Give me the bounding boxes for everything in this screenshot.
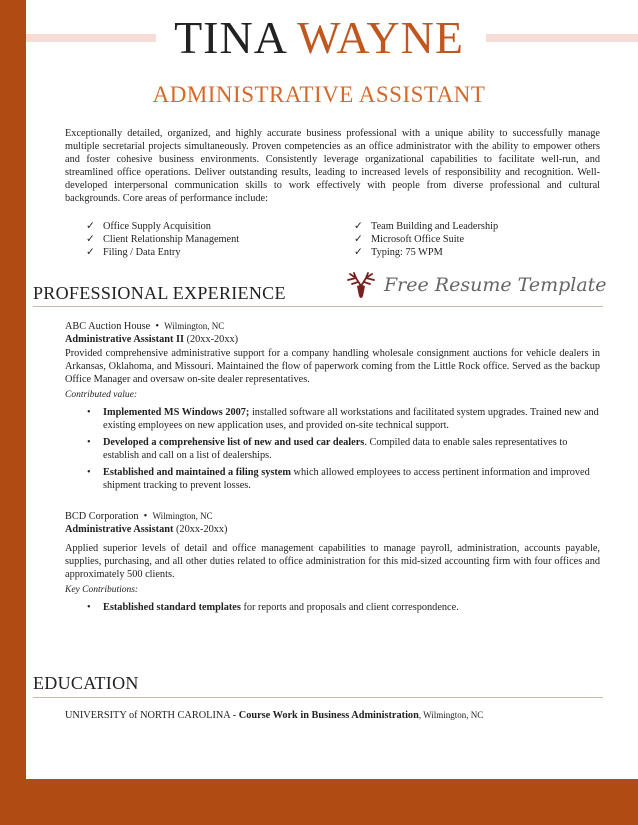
bullet-icon: •: [87, 407, 91, 418]
role-line: [65, 523, 600, 536]
job-entry-2: [65, 510, 600, 618]
contrib-list: [65, 406, 600, 492]
contrib-label: Contributed value:: [65, 390, 138, 400]
check-icon: ✓: [86, 234, 95, 245]
school-location: , Wilmington, NC: [418, 710, 484, 720]
separator-dot: •: [143, 511, 148, 522]
bullet-icon: •: [87, 437, 91, 448]
skills-column-left: [86, 220, 239, 259]
separator-dot: •: [155, 321, 160, 332]
skill-item: ✓ Team Building and Leadership: [354, 221, 499, 232]
last-name: WAYNE: [297, 12, 464, 63]
skill-item: ✓ Typing: 75 WPM: [354, 247, 443, 258]
list-item: • Established standard templates for reports and proposals and client correspondence.: [87, 602, 459, 613]
company-location: Wilmington, NC: [164, 321, 225, 331]
deer-antler-icon: [344, 272, 378, 302]
role-dates: (20xx-20xx): [176, 524, 228, 535]
candidate-name: [0, 8, 638, 68]
experience-rule: [33, 306, 603, 307]
contrib-label: Key Contributions:: [65, 585, 139, 595]
company-name: BCD Corporation: [65, 511, 139, 522]
contrib-list: [65, 601, 600, 614]
check-icon: ✓: [354, 234, 363, 245]
company-location: Wilmington, NC: [152, 511, 213, 521]
list-item: • Established and maintained a filing system which allowed employees to access pertinent information and improved shipment tracking to prevent losses.: [87, 467, 590, 491]
skill-item: ✓ Microsoft Office Suite: [354, 234, 465, 245]
watermark: [344, 272, 614, 304]
watermark-text: Free Resume Template: [384, 274, 607, 296]
bottom-accent-bar: [0, 779, 638, 825]
job-description: Applied superior levels of detail and office management capabilities to manage payroll, administration, accounts payable, supplies, purchasing, and all other duties related to office administration for this mid-sized accounting firm with four offices and approximately 500 clients.: [65, 543, 600, 580]
school-name: UNIVERSITY of NORTH CAROLINA: [65, 710, 231, 721]
skill-item: ✓ Office Supply Acquisition: [86, 221, 211, 232]
first-name: TINA: [174, 12, 286, 63]
company-line: [65, 320, 600, 333]
job-description: Provided comprehensive administrative support for a company handling wholesale consignment auctions for vehicle dealers in Arkansas, Oklahoma, and Missouri. Maintained the flow of paperwork coming from the Little Rock office. Served as the backup Office Manager and oversaw on-site dealer representatives.: [65, 348, 600, 385]
role-title: Administrative Assistant II: [65, 334, 184, 345]
job-title: ADMINISTRATIVE ASSISTANT: [152, 82, 486, 107]
skill-item: ✓ Client Relationship Management: [86, 234, 240, 245]
summary-paragraph: Exceptionally detailed, organized, and highly accurate business professional with a unique ability to successfully manage multiple secretarial projects simultaneously. Proven competencies as an office administrator with the ability to empower others and foster cohesive business environments. Consistently leverage organizational capabilities to facilitate well-run, and streamlined office operations. Deliver outstanding results, leading to increased levels of responsibility and recognition. Well-developed interpersonal communication skills to work effectively with people from diverse professional and cultural backgrounds. Core areas of performance include:: [65, 128, 600, 204]
company-line: [65, 510, 600, 523]
role-line: [65, 333, 600, 346]
education-entry: UNIVERSITY of NORTH CAROLINA - Course Work in Business Administration, Wilmington, NC: [65, 710, 484, 721]
check-icon: ✓: [86, 221, 95, 232]
bullet-icon: •: [87, 602, 91, 613]
list-item: • Developed a comprehensive list of new and used car dealers. Compiled data to enable sales representatives to establish and call on a list of dealerships.: [87, 437, 568, 461]
bullet-icon: •: [87, 467, 91, 478]
left-accent-bar: [0, 0, 26, 825]
check-icon: ✓: [86, 247, 95, 258]
education-heading: EDUCATION: [33, 673, 139, 693]
company-name: ABC Auction House: [65, 321, 151, 332]
check-icon: ✓: [354, 247, 363, 258]
skill-item: ✓ Filing / Data Entry: [86, 247, 181, 258]
job-entry-1: [65, 320, 600, 496]
role-title: Administrative Assistant: [65, 524, 174, 535]
skills-column-right: [354, 220, 498, 259]
check-icon: ✓: [354, 221, 363, 232]
education-rule: [33, 697, 603, 698]
list-item: • Implemented MS Windows 2007; installed software all workstations and facilitated system upgrades. Trained new and existing employees on new application uses, and provided on-site technical support.: [87, 407, 599, 431]
program-name: Course Work in Business Administration: [238, 710, 419, 721]
role-dates: (20xx-20xx): [186, 334, 239, 345]
experience-heading: PROFESSIONAL EXPERIENCE: [33, 283, 286, 303]
